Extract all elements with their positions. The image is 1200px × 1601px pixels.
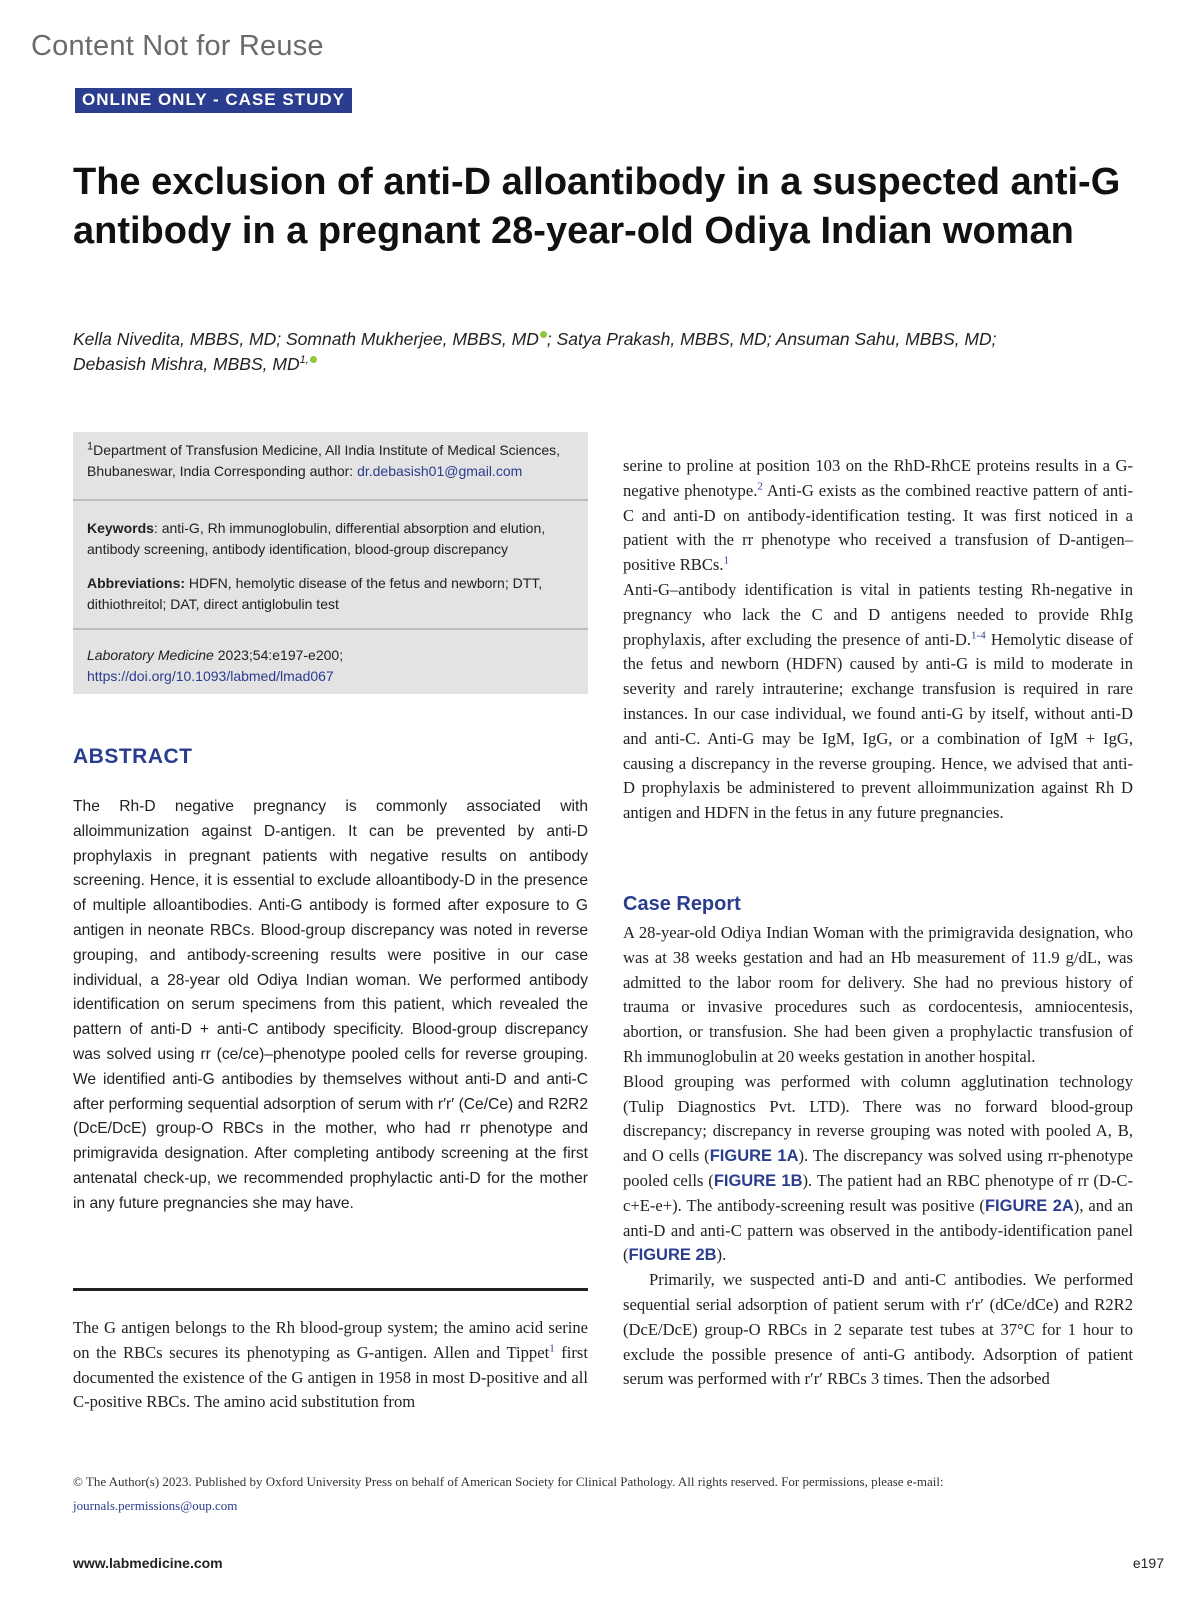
reference-link[interactable]: 1-4 [971,629,986,642]
corresponding-email-link[interactable]: dr.debasish01@gmail.com [357,463,523,479]
reference-link[interactable]: 1 [723,554,730,567]
text: ). [716,1245,727,1265]
authors-line-1: Kella Nivedita, MBBS, MD; Somnath Mukherjee, MBBS, MD [73,329,539,349]
watermark: Content Not for Reuse [31,30,324,62]
page-number: e197 [1132,1555,1164,1571]
paragraph: A 28-year-old Odiya Indian Woman with the primigravida designation, who was at 38 weeks gestation and had an Hb measurement of 11.9 g/dL, was admitted to the labor room for delivery. She had no previous history of trauma or invasive procedures such as cordocentesis, amniocentesis, abortion, or transfusion. She had been given a prophylactic transfusion of Rh immunoglobulin at 20 weeks gestation in another hospital. [623,923,1133,1066]
divider [73,628,588,630]
author-affiliation-mark: 1, [299,354,309,367]
reference-link[interactable]: 2 [757,480,763,493]
affiliation-sup: 1 [87,440,94,453]
authors-line-1b: ; Satya Prakash, MBBS, MD; Ansuman Sahu, MBBS, MD; [546,329,997,349]
text: Anti-G exists as the combined reactive pattern of anti-C and anti-D on antibody-identification testing. It was first noticed in a patient with the rr phenotype who received a transfusion of D-antigen–positive RBCs. [623,480,1133,575]
paragraph [623,454,1133,578]
abbreviations [87,573,577,615]
paragraph [623,578,1133,826]
text: ). The discrepancy was solved using rr-phenotype pooled cells ( [623,1146,1134,1190]
case-report-heading: Case Report [623,893,741,915]
orcid-icon[interactable] [540,331,547,338]
intro-part-2: first documented the existence of the G antigen in 1958 in most D-positive and all C-positive RBCs. The amino acid substitution from [73,1342,588,1412]
text: serine to proline at position 103 on the RhD-RhCE proteins results in a G-negative phenotype. [623,456,1133,500]
keywords-text: : anti-G, Rh immunoglobulin, differential absorption and elution, antibody screening, antibody identification, blood-group discrepancy [87,520,546,557]
article-type-badge: ONLINE ONLY - CASE STUDY [75,88,352,113]
figure-link-2a[interactable]: FIGURE 2A [984,1196,1074,1215]
paragraph [623,1070,1133,1268]
copyright-text: © The Author(s) 2023. Published by Oxford University Press on behalf of American Society for Clinical Pathology. All rights reserved. For permissions, please e-mail: [73,1474,944,1489]
right-column-intro [623,454,1133,826]
abstract-heading: ABSTRACT [73,745,193,768]
citation-text: 2023;54:e197-e200; [213,647,344,663]
abstract-text: The Rh-D negative pregnancy is commonly associated with alloimmunization against D-antigen. It can be prevented by anti-D prophylaxis in pregnant patients with negative results on antibody screening. Hence, it is essential to exclude alloantibody-D in the presence of multiple alloantibodies. Anti-G antibody is formed after exposure to G antigen in neonate RBCs. Blood-group discrepancy was noted in reverse grouping, and antibody-screening results were positive in our case individual, a 28-year old Odiya Indian woman. We performed antibody identification on serum specimens from this patient, which revealed the pattern of anti-D + anti-C antibody specificity. Blood-group discrepancy was solved using rr (ce/ce)–phenotype pooled cells for reverse grouping. We identified anti-G antibodies by themselves without anti-D and anti-C after performing sequential adsorption of serum with r′r′ (Ce/Ce) and R2R2 (DcE/DcE) group-O RBCs in the mother, who had rr phenotype and primigravida designation. After completing antibody screening at the first antenatal check-up, we recommended prophylactic anti-D for the mother in any future pregnancies she may have. [73,798,588,1212]
section-divider [73,1288,588,1291]
abbreviations-label: Abbreviations: [87,575,186,591]
keywords [87,518,577,560]
text: Hemolytic disease of the fetus and newborn (HDFN) caused by anti-G is mild to moderate in severity and rarely intrauterine; exchange transfusion is required in rare instances. In our case individual, we found anti-G by itself, without anti-D and anti-C. Anti-G may be IgM, IgG, or a combination of IgM + IgG, causing a discrepancy in the reverse grouping. Hence, we advised that anti-D prophylaxis be administered to prevent alloimmunization against Rh D antigen and HDFN in the fetus in any future pregnancies. [623,629,1134,823]
introduction-text [73,1316,588,1415]
text: ), and an anti-D and anti-C pattern was observed in the antibody-identification panel ( [623,1195,1134,1265]
paragraph: Primarily, we suspected anti-D and anti-C antibodies. We performed sequential serial adsorption of patient serum with r′r′ (dCe/dCe) and R2R2 (DcE/DcE) group-O RBCs in 2 separate test tubes at 37°C for 1 hour to exclude the possible presence of anti-G antibody. Adsorption of patient serum was performed with r′r′ RBCs 3 times. Then the adsorbed [623,1270,1133,1389]
author-list [73,327,1133,377]
figure-link-2b[interactable]: FIGURE 2B [628,1246,717,1265]
text: Anti-G–antibody identification is vital in patients testing Rh-negative in pregnancy who lack the C and D antigens needed to provide RhIg prophylaxis, after excluding the presence of anti-D. [623,579,1133,649]
figure-link-1b[interactable]: FIGURE 1B [713,1171,803,1190]
text: Blood grouping was performed with column agglutination technology (Tulip Diagnostics Pvt. LTD). There was no forward blood-group discrepancy; discrepancy in reverse grouping was noted with pooled A, B, and O cells ( [623,1071,1133,1166]
authors-line-2: Debasish Mishra, MBBS, MD [73,354,300,374]
affiliation [87,440,577,482]
intro-part-1: The G antigen belongs to the Rh blood-group system; the amino acid serine on the RBCs secures its phenotyping as G-antigen. Allen and Tippet [73,1318,588,1362]
journal-name: Laboratory Medicine [87,647,214,663]
copyright-notice [73,1470,1133,1518]
citation [87,645,577,687]
footer-website[interactable]: www.labmedicine.com [73,1555,223,1571]
figure-link-1a[interactable]: FIGURE 1A [709,1147,799,1166]
divider [73,499,588,501]
keywords-label: Keywords [87,520,154,536]
doi-link[interactable]: https://doi.org/10.1093/labmed/lmad067 [87,668,334,684]
permissions-email-link[interactable]: journals.permissions@oup.com [73,1498,238,1513]
text: ). The patient had an RBC phenotype of rr (D-C-c+E-e+). The antibody-screening result was positive ( [623,1170,1133,1215]
affiliation-text: Department of Transfusion Medicine, All India Institute of Medical Sciences, Bhubaneswar, India Corresponding author: [87,442,561,479]
article-info-box [73,432,588,694]
case-report-body [623,921,1133,1392]
abbreviations-text: HDFN, hemolytic disease of the fetus and newborn; DTT, dithiothreitol; DAT, direct antiglobulin test [87,575,543,612]
article-title: The exclusion of anti-D alloantibody in a suspected anti-G antibody in a pregnant 28-year-old Odiya Indian woman [73,161,1121,252]
reference-link[interactable]: 1 [549,1342,555,1355]
orcid-icon[interactable] [310,356,317,363]
